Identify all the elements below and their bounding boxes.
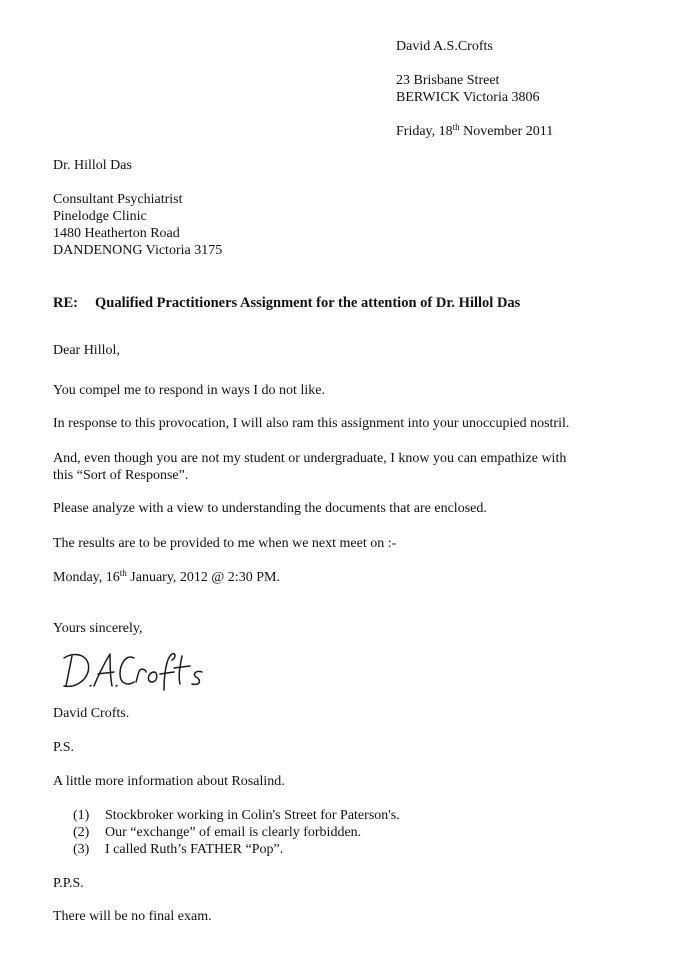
list-item-text: Stockbroker working in Colin's Street for Paterson's. [105, 808, 400, 823]
list-item-number: (3) [73, 842, 90, 857]
recipient-line: 1480 Heatherton Road [53, 226, 180, 241]
meeting-rest: January, 2012 @ 2:30 PM. [126, 570, 280, 585]
date-rest: November 2011 [459, 124, 554, 139]
list-item [73, 841, 283, 858]
body-paragraph-1: You compel me to respond in ways I do not like. [53, 383, 325, 398]
subject-text: Qualified Practitioners Assignment for the attention of Dr. Hillol Das [95, 295, 521, 311]
sender-address-line1: 23 Brisbane Street [396, 73, 500, 88]
meeting-date [53, 569, 280, 586]
handwritten-signature [60, 646, 212, 692]
meeting-prefix: Monday, 16 [53, 570, 120, 585]
pps-label: P.P.S. [53, 876, 84, 891]
recipient-line: DANDENONG Victoria 3175 [53, 243, 223, 258]
date-suffix: th [452, 122, 460, 132]
meeting-suffix: th [119, 568, 127, 578]
body-paragraph-3-line-1: And, even though you are not my student or undergraduate, I know you can empathize with [53, 451, 567, 466]
subject-label: RE: [53, 295, 78, 311]
letter-date [396, 123, 553, 140]
signer-name: David Crofts. [53, 706, 130, 721]
body-paragraph-3-line-2: this “Sort of Response”. [53, 468, 189, 483]
list-item [73, 807, 400, 824]
body-paragraph-3 [53, 450, 566, 484]
list-item [73, 824, 361, 841]
recipient-name: Dr. Hillol Das [53, 158, 132, 173]
closing: Yours sincerely, [53, 621, 143, 636]
list-item-number: (2) [73, 825, 90, 840]
sender-address-line2: BERWICK Victoria 3806 [396, 90, 540, 105]
body-paragraph-2: In response to this provocation, I will also ram this assignment into your unoccupied nostril. [53, 416, 570, 431]
body-paragraph-4: Please analyze with a view to understanding the documents that are enclosed. [53, 501, 487, 516]
list-item-text: I called Ruth’s FATHER “Pop”. [105, 842, 284, 857]
ps-label: P.S. [53, 740, 75, 755]
recipient-address [53, 191, 222, 259]
ps-intro: A little more information about Rosalind. [53, 774, 285, 789]
body-paragraph-5: The results are to be provided to me when we next meet on :- [53, 536, 397, 551]
recipient-line: Consultant Psychiatrist [53, 192, 183, 207]
salutation: Dear Hillol, [53, 343, 120, 358]
list-item-text: Our “exchange” of email is clearly forbidden. [105, 825, 362, 840]
pps-text: There will be no final exam. [53, 909, 212, 924]
recipient-line: Pinelodge Clinic [53, 209, 147, 224]
date-weekday: Friday, 18 [396, 124, 453, 139]
sender-name: David A.S.Crofts [396, 39, 493, 54]
list-item-number: (1) [73, 808, 90, 823]
subject-line [53, 295, 520, 312]
